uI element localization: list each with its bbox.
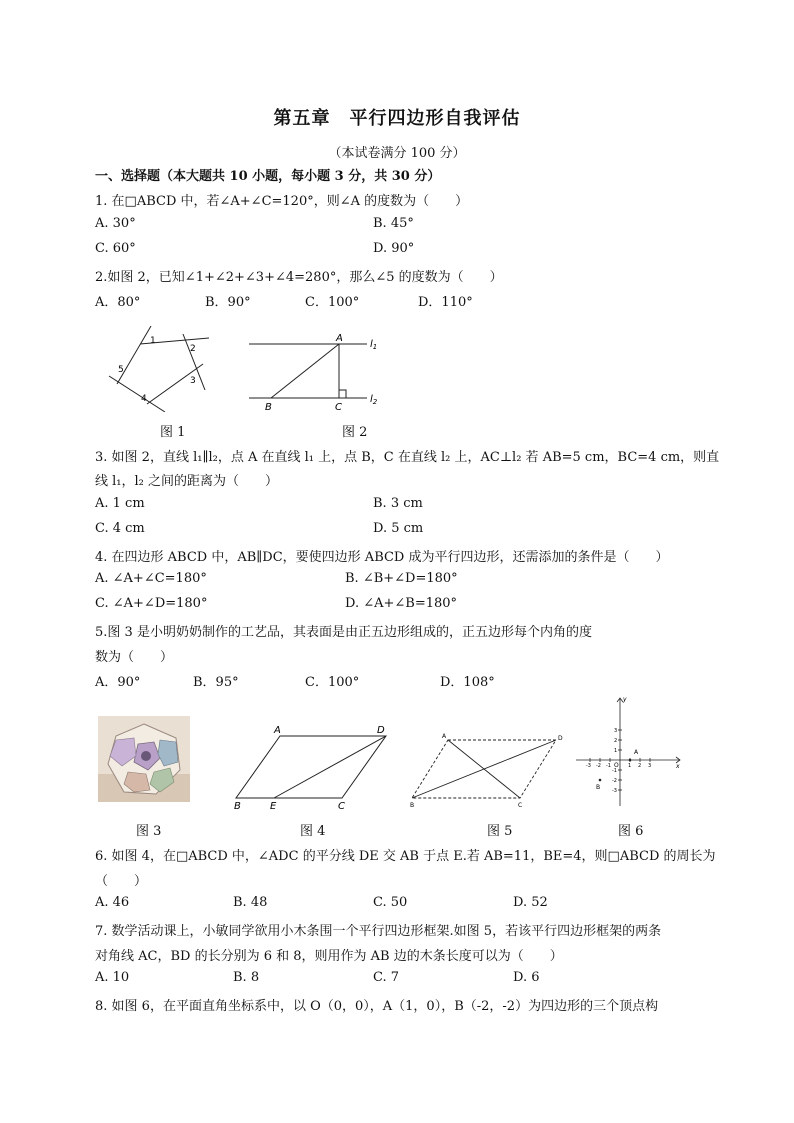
q5-option-a: A．90° xyxy=(95,675,141,690)
q3-option-d: D. 5 cm xyxy=(373,521,424,536)
fig6-xtick: -1 xyxy=(606,763,611,769)
page-title: 第五章 平行四边形自我评估 xyxy=(273,108,521,129)
q7-option-c: C. 7 xyxy=(373,970,400,985)
fig4-point-a: A xyxy=(274,725,281,736)
q7-option-b: B. 8 xyxy=(233,970,260,985)
q6-option-a: A. 46 xyxy=(95,895,130,910)
q4-option-b: B. ∠B+∠D=180° xyxy=(345,571,458,586)
fig6-ytick: 1 xyxy=(614,748,618,754)
fig6-origin: O xyxy=(614,762,619,769)
q7-line-1: 7. 数学活动课上，小敏同学欲用小木条围一个平行四边形框架.如图 5，若该平行四边形框架的两条 xyxy=(95,924,662,939)
page-subtitle: （本试卷满分 100 分） xyxy=(328,146,466,161)
q5-option-b: B．95° xyxy=(193,675,239,690)
fig4-point-b: B xyxy=(234,801,241,812)
q4-option-a: A. ∠A+∠C=180° xyxy=(95,571,207,586)
fig6-point-b: B xyxy=(596,784,601,791)
figure-3-caption: 图 3 xyxy=(136,824,162,839)
q5-line-2: 数为（ ） xyxy=(95,650,174,665)
q4-option-c: C. ∠A+∠D=180° xyxy=(95,596,208,611)
q6-option-c: C. 50 xyxy=(373,895,408,910)
q3-option-a: A. 1 cm xyxy=(95,496,145,511)
figure-1-caption: 图 1 xyxy=(160,425,186,440)
figure-4-caption: 图 4 xyxy=(300,824,326,839)
fig4-point-d: D xyxy=(377,725,385,736)
fig5-point-d: D xyxy=(558,735,563,742)
fig6-ytick: -2 xyxy=(612,778,617,784)
q2-option-d: D．110° xyxy=(418,295,473,310)
fig6-xtick: -3 xyxy=(586,763,591,769)
fig4-point-e: E xyxy=(270,801,277,812)
fig6-ytick: 3 xyxy=(614,728,618,734)
fig2-line-l2: $l_2$ xyxy=(370,394,378,406)
q6-option-b: B. 48 xyxy=(233,895,268,910)
figure-4-parallelogram xyxy=(232,722,392,812)
q7-option-d: D. 6 xyxy=(513,970,540,985)
fig6-axis-y: y xyxy=(623,696,627,703)
fig1-label-2: 2 xyxy=(190,344,196,354)
q6-line-1: 6. 如图 4，在□ABCD 中，∠ADC 的平分线 DE 交 AB 于点 E.若 AB=11，BE=4，则□ABCD 的周长为 xyxy=(95,849,716,864)
q1-option-c: C. 60° xyxy=(95,241,136,256)
fig1-label-3: 3 xyxy=(190,376,196,386)
q2-stem: 2.如图 2，已知∠1+∠2+∠3+∠4=280°，那么∠5 的度数为（ ） xyxy=(95,270,503,285)
q6-option-d: D. 52 xyxy=(513,895,548,910)
q3-option-c: C. 4 cm xyxy=(95,521,145,536)
figure-6-caption: 图 6 xyxy=(618,824,644,839)
q2-option-b: B．90° xyxy=(205,295,251,310)
q5-line-1: 5.图 3 是小明奶奶制作的工艺品，其表面是由正五边形组成的，正五边形每个内角的度 xyxy=(95,625,592,640)
fig6-ytick: -1 xyxy=(612,768,617,774)
fig6-xtick: 3 xyxy=(648,763,652,769)
figure-2-caption: 图 2 xyxy=(342,425,368,440)
fig2-point-a: A xyxy=(336,333,343,344)
section-heading: 一、选择题（本大题共 10 小题，每小题 3 分，共 30 分） xyxy=(95,169,441,184)
q1-option-b: B. 45° xyxy=(373,216,414,231)
fig5-point-b: B xyxy=(410,802,415,809)
fig4-point-c: C xyxy=(338,801,345,812)
q3-line-2: 线 l₁，l₂ 之间的距离为（ ） xyxy=(95,474,279,489)
fig2-line-l1: $l_1$ xyxy=(370,339,378,351)
q7-option-a: A. 10 xyxy=(95,970,130,985)
fig1-label-5: 5 xyxy=(118,365,124,375)
q3-line-1: 3. 如图 2，直线 l₁∥l₂，点 A 在直线 l₁ 上，点 B，C 在直线 l₂ 上，AC⊥l₂ 若 AB=5 cm，BC=4 cm，则直 xyxy=(95,450,720,465)
fig5-point-a: A xyxy=(442,733,447,740)
fig6-xtick: 1 xyxy=(628,763,632,769)
figure-5-caption: 图 5 xyxy=(487,824,513,839)
q2-option-a: A．80° xyxy=(95,295,141,310)
q2-option-c: C．100° xyxy=(305,295,360,310)
q6-line-2: （ ） xyxy=(95,874,148,889)
fig6-ytick: -3 xyxy=(612,788,617,794)
q4-stem: 4. 在四边形 ABCD 中，AB∥DC，要使四边形 ABCD 成为平行四边形，还需添加的条件是（ ） xyxy=(95,550,669,565)
q4-option-d: D. ∠A+∠B=180° xyxy=(345,596,458,611)
fig6-axis-x: x xyxy=(676,763,680,770)
figure-3-photo xyxy=(98,716,190,802)
fig2-point-c: C xyxy=(335,402,342,413)
q7-line-2: 对角线 AC，BD 的长分别为 6 和 8，则用作为 AB 边的木条长度可以为（ ） xyxy=(95,949,563,964)
figure-6-coordinate-plane xyxy=(570,694,690,812)
q1-option-a: A. 30° xyxy=(95,216,136,231)
fig6-xtick: 2 xyxy=(638,763,642,769)
q5-option-c: C．100° xyxy=(305,675,360,690)
fig6-ytick: 2 xyxy=(614,738,618,744)
fig1-label-1: 1 xyxy=(150,336,156,346)
q3-option-b: B. 3 cm xyxy=(373,496,423,511)
q1-stem: 1. 在□ABCD 中，若∠A+∠C=120°，则∠A 的度数为（ ） xyxy=(95,194,469,209)
figure-1-pentagon xyxy=(105,322,215,412)
q8-line-1: 8. 如图 6，在平面直角坐标系中，以 O（0，0），A（1，0），B（-2，-2）为四边形的三个顶点构 xyxy=(95,999,659,1014)
figure-5-frame xyxy=(408,730,568,810)
fig5-point-c: C xyxy=(518,802,523,809)
fig1-label-4: 4 xyxy=(141,394,147,404)
fig2-point-b: B xyxy=(265,402,272,413)
q1-option-d: D. 90° xyxy=(373,241,415,256)
fig6-xtick: -2 xyxy=(596,763,601,769)
fig6-point-a: A xyxy=(634,749,639,756)
figure-2-parallel-lines xyxy=(245,330,385,415)
q5-option-d: D．108° xyxy=(440,675,495,690)
